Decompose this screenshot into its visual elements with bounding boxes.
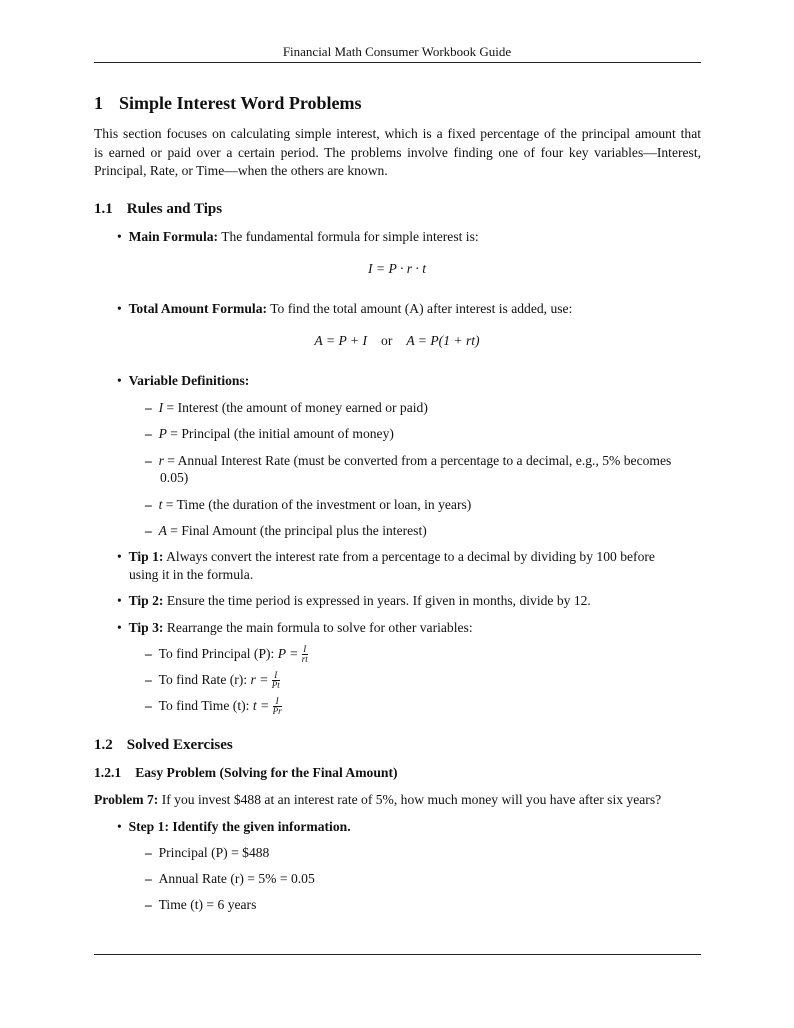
var-item: – A = Final Amount (the principal plus the interest): [145, 523, 427, 538]
intro-line-1: This section focuses on calculating simple interest, which is a fixed percentage of the principal amount that: [94, 126, 701, 141]
bullet-variable-definitions: • Variable Definitions:: [117, 373, 250, 388]
given-item: – Annual Rate (r) = 5% = 0.05: [145, 871, 315, 886]
bullet-tip-3: • Tip 3: Rearrange the main formula to solve for other variables:: [117, 620, 473, 635]
rearrange-rate: – To find Rate (r): r = $\frac{I}{Pt}$: [145, 670, 280, 691]
bullet-tip-2: • Tip 2: Ensure the time period is expressed in years. If given in months, divide by 12.: [117, 593, 591, 608]
total-formula: A = P + I or A = P(1 + rt): [314, 333, 480, 348]
bullet-tip-1: • Tip 1: Always convert the interest rate from a percentage to a decimal by dividing by 100 before: [117, 549, 655, 564]
var-item: – I = Interest (the amount of money earned or paid): [145, 400, 428, 415]
running-header: Financial Math Consumer Workbook Guide: [282, 44, 512, 59]
var-item: – P = Principal (the initial amount of money): [145, 426, 394, 441]
section-heading: 1 Simple Interest Word Problems: [94, 93, 362, 113]
bullet-total-amount: • Total Amount Formula: To find the total amount (A) after interest is added, use:: [117, 301, 573, 316]
subsection-heading-rules: 1.1 Rules and Tips: [94, 201, 223, 217]
bullet-step-1: • Step 1: Identify the given information.: [117, 819, 351, 834]
var-item-cont: 0.05): [160, 470, 189, 485]
problem-statement: Problem 7: If you invest $488 at an interest rate of 5%, how much money will you have after six years?: [94, 792, 662, 807]
main-formula: I = P · r · t: [367, 261, 426, 276]
rearrange-time: – To find Time (t): t = $\frac{I}{Pr}$: [145, 696, 282, 717]
var-item: – t = Time (the duration of the investment or loan, in years): [145, 497, 472, 512]
footer-rule: [94, 954, 701, 955]
subsection-heading-solved: 1.2 Solved Exercises: [94, 737, 233, 753]
given-item: – Time (t) = 6 years: [145, 897, 257, 912]
tip-1-cont: using it in the formula.: [129, 567, 254, 582]
header-rule: [94, 62, 701, 63]
intro-line-2: is earned or paid over a certain period. The problems involve finding one of four key variables—Interest,: [94, 145, 701, 160]
subsubsection-heading: 1.2.1 Easy Problem (Solving for the Final Amount): [94, 765, 398, 780]
intro-line-3: Principal, Rate, or Time—when the others are known.: [94, 163, 388, 178]
var-item: – r = Annual Interest Rate (must be converted from a percentage to a decimal, e.g., 5% becomes: [145, 453, 672, 468]
rearrange-principal: – To find Principal (P): P = $\frac{I}{rt}$: [145, 644, 308, 665]
bullet-main-formula: • Main Formula: The fundamental formula for simple interest is:: [117, 229, 479, 244]
given-item: – Principal (P) = $488: [145, 845, 270, 860]
